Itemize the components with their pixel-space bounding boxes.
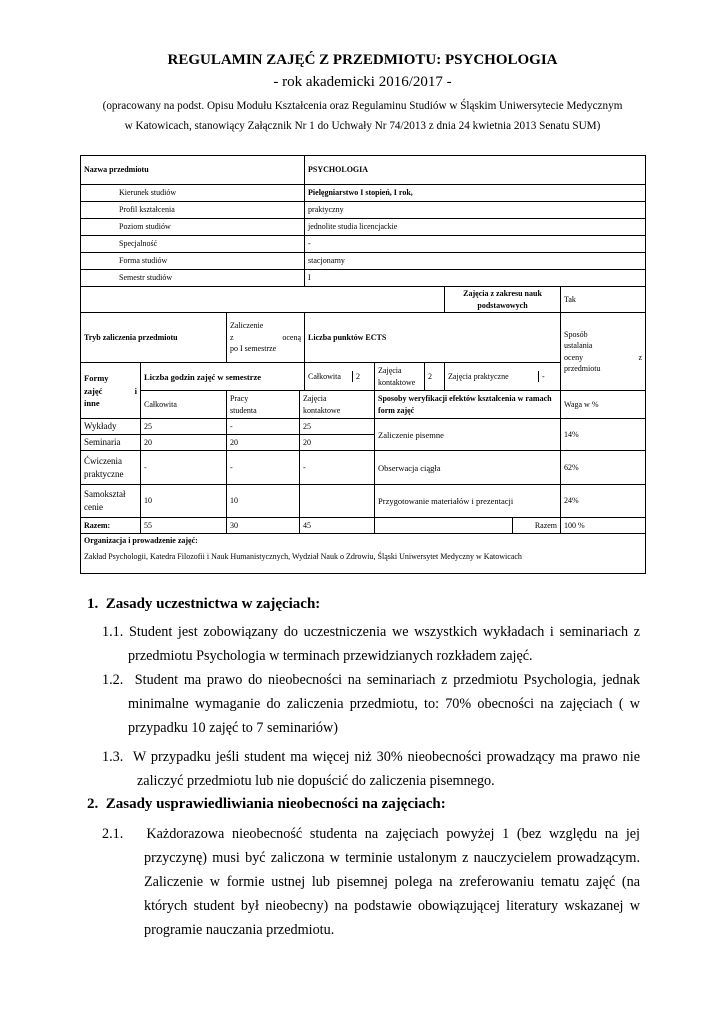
row-value: - (227, 419, 300, 435)
formy-line: Formy (84, 373, 109, 384)
para-text: Student ma prawo do nieobecności na seminariach z przedmiotu Psychologia, jednak (134, 672, 641, 688)
tryb-value-line: po I semestrze (230, 344, 277, 354)
kontaktowe-value: 2 (425, 363, 445, 391)
col-kontaktowe (300, 391, 375, 419)
course-info-table (80, 155, 646, 574)
formy-word: i (134, 385, 137, 396)
info-label: Poziom studiów (81, 219, 305, 236)
praktyczne-value: - (542, 371, 545, 381)
sposob-line: Sposób (564, 329, 588, 339)
calkowita-label: Całkowita (305, 371, 353, 383)
razem-value: 30 (227, 518, 300, 534)
section-1-heading (87, 596, 320, 613)
kontaktowe-line: kontaktowe (378, 377, 416, 387)
row-name: Seminaria (81, 435, 141, 451)
row-value (300, 485, 375, 518)
sposoby-weryfikacji-label: Sposoby weryfikacji efektów kształcenia w ramach form zajęć (375, 391, 561, 419)
col-pracy-studenta (227, 391, 300, 419)
para-number: 1.1. (102, 624, 124, 640)
para-text: Student jest zobowiązany do uczestniczenia we wszystkich wykładach i seminariach z (128, 624, 641, 640)
source-note-line-1: (opracowany na podst. Opisu Modułu Kształcenia oraz Regulaminu Studiów w Śląskim Uniwersytecie Medycznym (102, 100, 623, 112)
row-value: 25 (141, 419, 227, 435)
section-number: 2. (87, 796, 99, 812)
row-value: 25 (300, 419, 375, 435)
nazwa-value: PSYCHOLOGIA (305, 156, 646, 185)
info-label: Kierunek studiów (81, 185, 305, 202)
section-number: 1. (87, 596, 99, 612)
sposob-word: z (638, 352, 643, 362)
section-title: Zasady usprawiedliwiania nieobecności na zajęciach: (105, 796, 446, 812)
tryb-value-line: Zaliczenie (230, 321, 264, 331)
formy-label (81, 363, 141, 419)
weryfikacja-weight: 62% (561, 451, 646, 485)
para-text: Każdorazowa nieobecność studenta na zajęciach powyżej 1 (bez względu na jej (146, 826, 640, 842)
tryb-label: Tryb zaliczenia przedmiotu (81, 313, 227, 363)
para-line: Zaliczenie w formie ustnej lub pisemnej polega na zreferowaniu tematu zajęć (na (144, 874, 640, 890)
weryfikacja-method: Zaliczenie pisemne (375, 419, 561, 451)
organizacja (81, 534, 646, 574)
razem2-label: Razem (513, 518, 561, 534)
formy-line: inne (84, 397, 100, 408)
para-number: 1.3. (102, 749, 124, 765)
paragraph-1-3 (102, 745, 640, 793)
para-line: zaliczyć przedmiotu lub nie dopuścić do zaliczenia pisemnego. (137, 773, 495, 789)
para-line: minimalne wymaganie do zaliczenia przedmiotu, to: 70% obecności na zajęciach ( w (128, 696, 640, 712)
organizacja-value: Zakład Psychologii, Katedra Filozofii i Nauk Humanistycznych, Wydział Nauk o Zdrowiu, Śląski Uniwersytet Medyczny w Katowicach (84, 551, 522, 561)
razem-value: 45 (300, 518, 375, 534)
formy-line (84, 385, 137, 397)
row-name: Wykłady (81, 419, 141, 435)
academic-year: - rok akademicki 2016/2017 - (273, 74, 452, 90)
para-line: przedmiotu Psychologia w terminach przewidzianych rozkładem zajęć. (128, 648, 533, 664)
info-label: Semestr studiów (81, 270, 305, 287)
info-value: Pielęgniarstwo I stopień, I rok, (305, 185, 646, 202)
row-value: 20 (141, 435, 227, 451)
row-name-line: Ćwiczenia (84, 455, 122, 466)
para-line: których student był nieobecny) na podstawie obowiązującej literatury wskazanej w (144, 898, 640, 914)
para-line: programie nauczania przedmiotu. (144, 922, 335, 938)
col-line: studenta (230, 405, 257, 415)
para-line (102, 822, 640, 846)
row-value: - (141, 451, 227, 485)
paragraph-2-1 (102, 822, 640, 942)
row-name-line: Samokształ (84, 489, 126, 500)
para-line (102, 745, 640, 769)
info-value: praktyczny (305, 202, 646, 219)
praktyczne-label: Zajęcia praktyczne (445, 371, 539, 383)
row-value: 10 (141, 485, 227, 518)
calkowita-value: 2 (356, 371, 361, 381)
row-value: 20 (227, 435, 300, 451)
source-note-line-2: w Katowicach, stanowiący Załącznik Nr 1 do Uchwały Nr 74/2013 z dnia 24 kwietnia 2013 Senatu SUM) (124, 120, 601, 132)
section-2-heading (87, 796, 446, 813)
formy-word: zajęć (84, 385, 103, 396)
ects-label: Liczba punktów ECTS (305, 313, 561, 363)
row-name (81, 451, 141, 485)
razem-value: 55 (141, 518, 227, 534)
para-line: przypadku 10 zajęć to 7 seminariów) (128, 720, 338, 736)
sposob-word: oceny (564, 352, 584, 362)
paragraph-1-1 (102, 620, 640, 668)
info-value: stacjonarny (305, 253, 646, 270)
razem-label: Razem: (81, 518, 141, 534)
organizacja-label: Organizacja i prowadzenie zajęć: (84, 536, 198, 546)
razem-empty (375, 518, 513, 534)
tryb-word: oceną (282, 332, 302, 342)
col-line: Pracy (230, 394, 249, 404)
row-value: 20 (300, 435, 375, 451)
row-name (81, 485, 141, 518)
info-label: Profil kształcenia (81, 202, 305, 219)
row-name-line: cenie (84, 502, 103, 513)
tryb-value (227, 313, 305, 363)
tryb-value-line (230, 332, 301, 344)
liczba-godzin-label: Liczba godzin zajęć w semestrze (141, 363, 305, 391)
para-text: W przypadku jeśli student ma więcej niż 30% nieobecności prowadzący ma prawo nie (132, 749, 640, 765)
row-value: - (300, 451, 375, 485)
razem2-value: 100 % (561, 518, 646, 534)
col-calkowita: Całkowita (141, 391, 227, 419)
weryfikacja-method: Obserwacja ciągła (375, 451, 561, 485)
praktyczne-cell (445, 363, 561, 391)
info-value: I (305, 270, 646, 287)
paragraph-1-2 (102, 668, 640, 740)
sposob-line (564, 352, 642, 364)
calkowita-cell (305, 363, 375, 391)
info-label: Specjalność (81, 236, 305, 253)
para-line (102, 668, 640, 692)
para-number: 2.1. (102, 826, 124, 842)
section-title: Zasady uczestnictwa w zajęciach: (105, 596, 321, 612)
para-line (102, 620, 640, 644)
kontaktowe-line: Zajęcia (378, 366, 402, 376)
para-line: przyczynę) musi być zaliczona w terminie ustalonym z nauczycielem prowadzącym. (144, 850, 640, 866)
zajecia-nauk-label: Zajęcia z zakresu nauk podstawowych (445, 287, 561, 313)
zajecia-nauk-value: Tak (561, 287, 646, 313)
info-value: - (305, 236, 646, 253)
row-value: 10 (227, 485, 300, 518)
kontaktowe-label (375, 363, 425, 391)
nazwa-label: Nazwa przedmiotu (81, 156, 305, 185)
weryfikacja-method: Przygotowanie materiałów i prezentacji (375, 485, 561, 518)
sposob-line: przedmiotu (564, 364, 601, 374)
row-name-line: praktyczne (84, 468, 124, 479)
info-label: Forma studiów (81, 253, 305, 270)
weryfikacja-weight: 24% (561, 485, 646, 518)
waga-label: Waga w % (561, 391, 646, 419)
weryfikacja-weight: 14% (561, 419, 646, 451)
sposob-line: ustalania (564, 341, 593, 351)
document-title: REGULAMIN ZAJĘĆ Z PRZEDMIOTU: PSYCHOLOGIA (167, 52, 558, 68)
sposob-ustalania (561, 313, 646, 391)
row-value: - (227, 451, 300, 485)
col-line: kontaktowe (303, 405, 341, 415)
tryb-word: z (230, 332, 234, 342)
para-number: 1.2. (102, 672, 124, 688)
col-line: Zajęcia (303, 394, 327, 404)
info-value: jednolite studia licencjackie (305, 219, 646, 236)
